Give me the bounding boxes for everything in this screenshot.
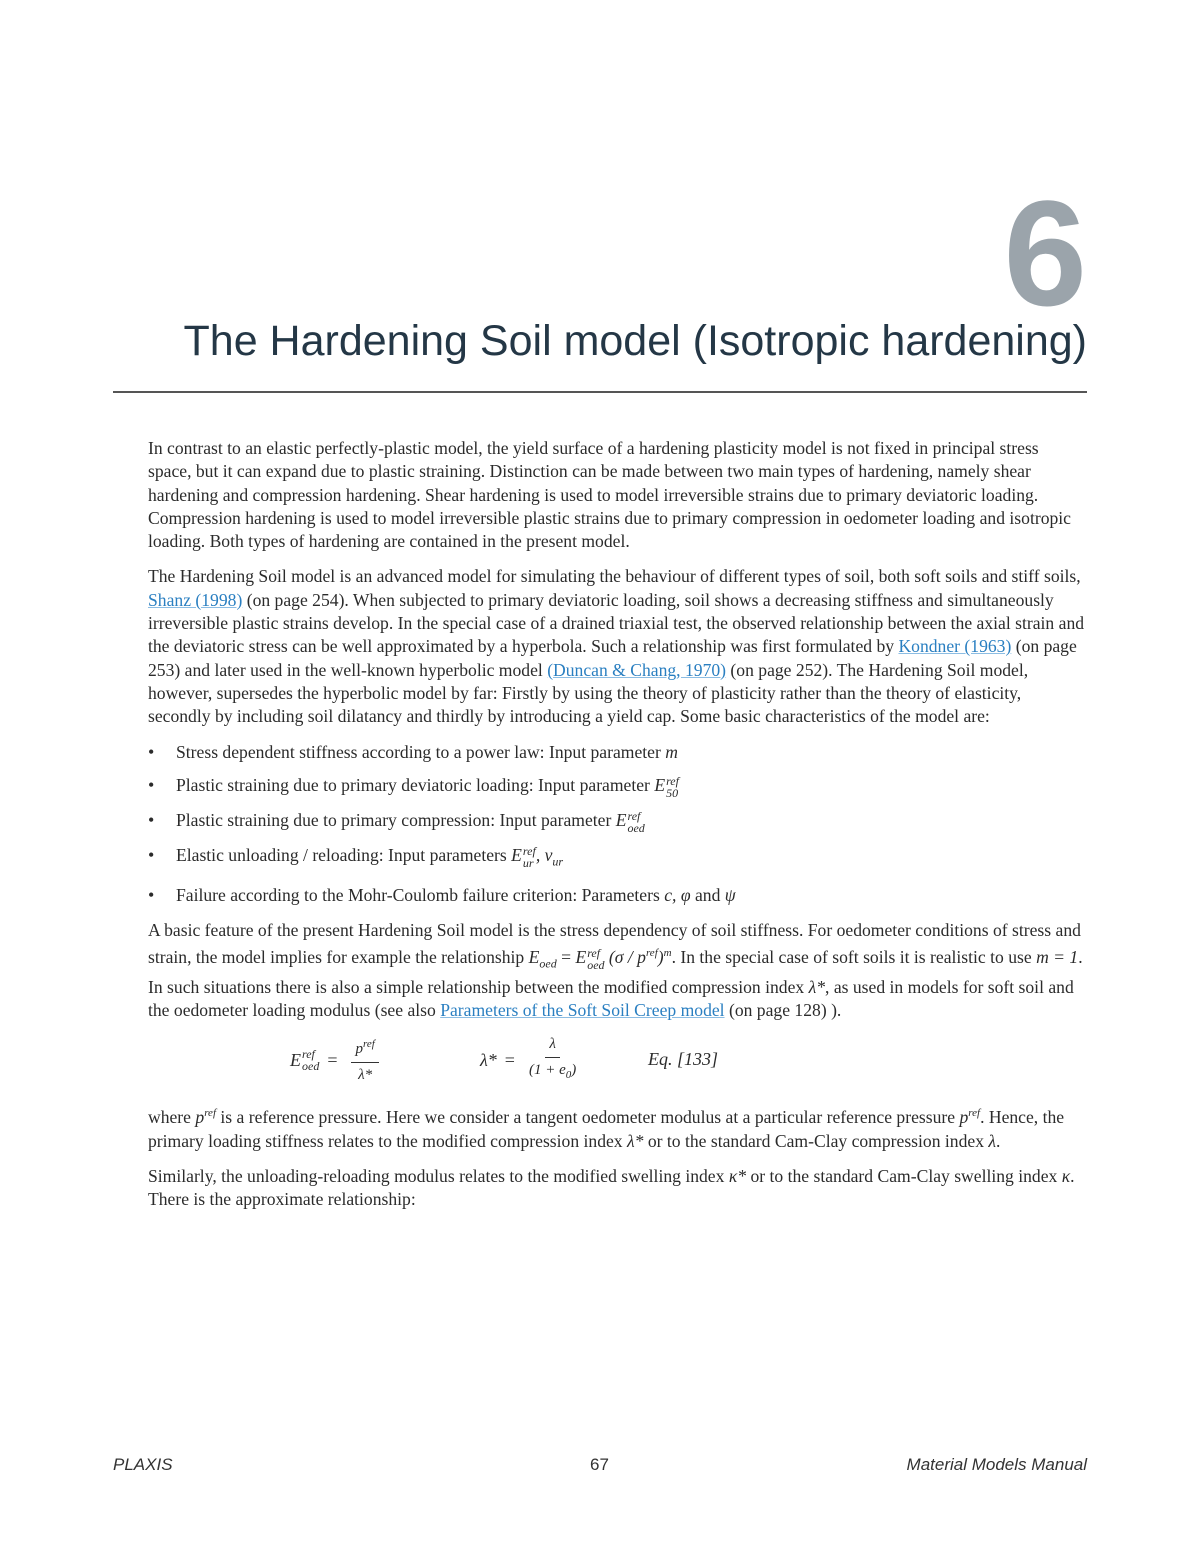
feature-list	[148, 741, 1086, 907]
body-text	[148, 437, 1086, 1223]
footer-manual-title: Material Models Manual	[906, 1455, 1087, 1474]
title-divider	[113, 391, 1087, 393]
link-shanz[interactable]: Shanz (1998)	[148, 589, 243, 610]
list-item: • Stress dependent stiffness according to a power law: Input parameter m	[148, 741, 1086, 764]
paragraph-overview: The Hardening Soil model is an advanced model for simulating the behaviour of different types of soil, both soft soils and stiff soils, Shanz (1998) (on page 254). When subjected to primary deviatoric loading, soil shows a decreasing stiffness and simultaneously irreversible plastic strains develop. In the special case of a drained triaxial test, the observed relationship between the axial strain and the deviatoric stress can be well approximated by a hyperbola. Such a relationship was first formulated by Kondner (1963) (on page 253) and later used in the well-known hyperbolic model (Duncan & Chang, 1970) (on page 252). The Hardening Soil model, however, supersedes the hyperbolic model by far: Firstly by using the theory of plasticity rather than the theory of elasticity, secondly by including soil dilatancy and thirdly by introducing a yield cap. Some basic characteristics of the model are:	[148, 566, 1085, 727]
list-item: • Failure according to the Mohr-Coulomb failure criterion: Parameters c, φ and ψ	[148, 884, 1086, 907]
equation-eoed: E ref oed = $\frac{p^{ref}}{\lambda*}$	[290, 1034, 379, 1086]
footer-product: PLAXIS	[113, 1455, 173, 1474]
page-number: 67	[590, 1455, 609, 1474]
list-item: • Elastic unloading / reloading: Input parameters E ref ur , $\nu_{ur}$	[148, 844, 1086, 874]
chapter-number: 6	[1003, 169, 1087, 337]
list-item: • Plastic straining due to primary deviatoric loading: Input parameter E ref 50	[148, 774, 1086, 799]
list-item: • Plastic straining due to primary compression: Input parameter E ref oed	[148, 809, 1086, 834]
link-kondner[interactable]: Kondner (1963)	[898, 636, 1012, 657]
paragraph-intro: In contrast to an elastic perfectly-plastic model, the yield surface of a hardening plasticity model is not fixed in principal stress space, but it can expand due to plastic straining. Distinction can be made between two main types of hardening, namely shear hardening and compression hardening. Shear hardening is used to model irreversible strains due to primary deviatoric loading. Compression hardening is used to model irreversible plastic strains due to primary compression in oedometer loading and isotropic loading. Both types of hardening are contained in the present model.	[148, 438, 1071, 552]
equation-133	[148, 1034, 1086, 1092]
link-duncan-chang[interactable]: (Duncan & Chang, 1970)	[547, 659, 727, 680]
link-soft-soil-creep-parameters[interactable]: Parameters of the Soft Soil Creep model	[440, 1000, 725, 1021]
chapter-title: The Hardening Soil model (Isotropic hardening)	[183, 317, 1087, 365]
paragraph-reference-pressure: where $p^{ref}$ is a reference pressure. Here we consider a tangent oedometer modulus at a particular reference pressure $p^{ref}$. Hence, the primary loading stiffness relates to the modified compression index λ* or to the standard Cam-Clay compression index λ.	[148, 1107, 1065, 1151]
equation-lambda: λ* = $\frac{\lambda}{(1 + e_0)}$	[480, 1034, 576, 1086]
equation-label: Eq. [133]	[648, 1049, 719, 1070]
paragraph-stress-dependency: A basic feature of the present Hardening Soil model is the stress dependency of soil stiffness. For oedometer conditions of stress and strain, the model implies for example the relationship $E_{oed} = E$ ref oed $(\sigma / p^{ref})^m$. In the special case of soft soils it is realistic to use m = 1. In such situations there is also a simple relationship between the modified compression index λ*, as used in models for soft soil and the oedometer loading modulus (see also Parameters of the Soft Soil Creep model (on page 128) ).	[148, 919, 1083, 1021]
paragraph-swelling: Similarly, the unloading-reloading modulus relates to the modified swelling index κ* or to the standard Cam-Clay swelling index κ. There is the approximate relationship:	[148, 1165, 1075, 1210]
